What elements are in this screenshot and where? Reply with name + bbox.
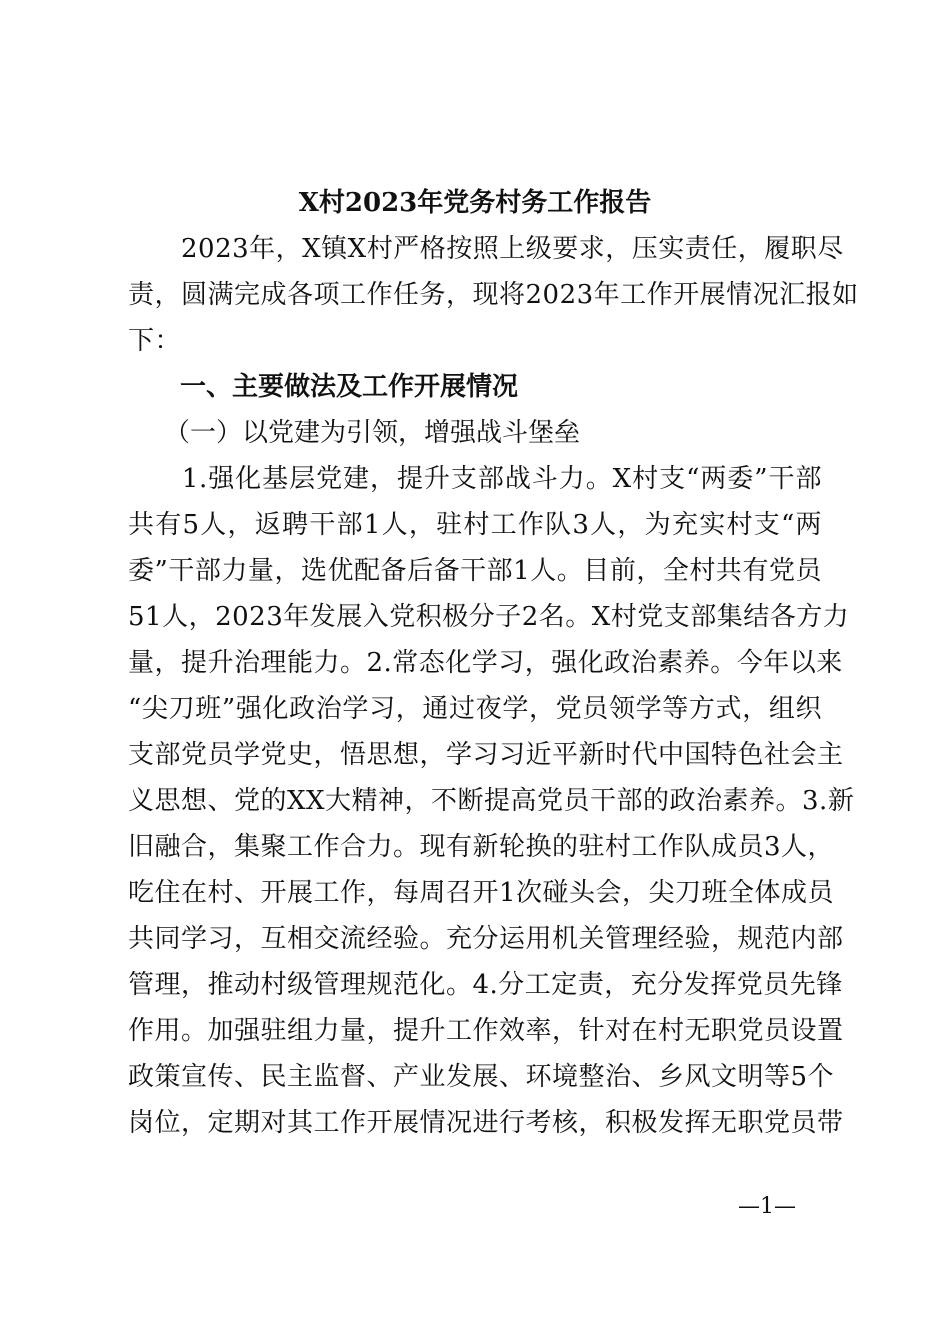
body-line: 量，提升治理能力。2.常态化学习，强化政治素养。今年以来 [128,648,843,678]
body-line: 义思想、党的XX大精神，不断提高党员干部的政治素养。3.新 [128,786,855,816]
body-line: 旧融合，集聚工作合力。现有新轮换的驻村工作队成员3人， [128,832,835,862]
page-number: —1— [738,1194,796,1219]
body-line: 共同学习，互相交流经验。充分运用机关管理经验，规范内部 [128,924,844,954]
body-line: 政策宣传、民主监督、产业发展、环境整治、乡风文明等5个 [128,1062,835,1092]
body-line: 管理，推动村级管理规范化。4.分工定责，充分发挥党员先锋 [128,970,843,1000]
body-line: 岗位，定期对其工作开展情况进行考核，积极发挥无职党员带 [128,1108,844,1138]
intro-line: 下： [128,326,182,356]
body-line: 作用。加强驻组力量，提升工作效率，针对在村无职党员设置 [128,1016,844,1046]
body-line: 1.强化基层党建，提升支部战斗力。X村支“两委”干部 [128,464,822,494]
document-title: X村2023年党务村务工作报告 [298,188,652,218]
body-line: 吃住在村、开展工作，每周召开1次碰头会，尖刀班全体成员 [128,878,835,908]
body-line: 51人，2023年发展入党积极分子2名。X村党支部集结各方力 [128,602,850,632]
body-line: 共有5人，返聘干部1人，驻村工作队3人，为充实村支“两 [128,510,822,540]
section-heading: 一、主要做法及工作开展情况 [180,372,519,402]
intro-line: 责，圆满完成各项工作任务，现将2023年工作开展情况汇报如 [128,280,859,310]
intro-line: 2023年，X镇X村严格按照上级要求，压实责任，履职尽 [128,234,844,264]
subsection-heading: （一）以党建为引领，增强战斗堡垒 [164,418,581,448]
body-line: 支部党员学党史，悟思想，学习习近平新时代中国特色社会主 [128,740,844,770]
body-line: 委”干部力量，选优配备后备干部1人。目前，全村共有党员 [128,556,822,586]
body-line: “尖刀班”强化政治学习，通过夜学，党员领学等方式，组织 [128,694,822,724]
